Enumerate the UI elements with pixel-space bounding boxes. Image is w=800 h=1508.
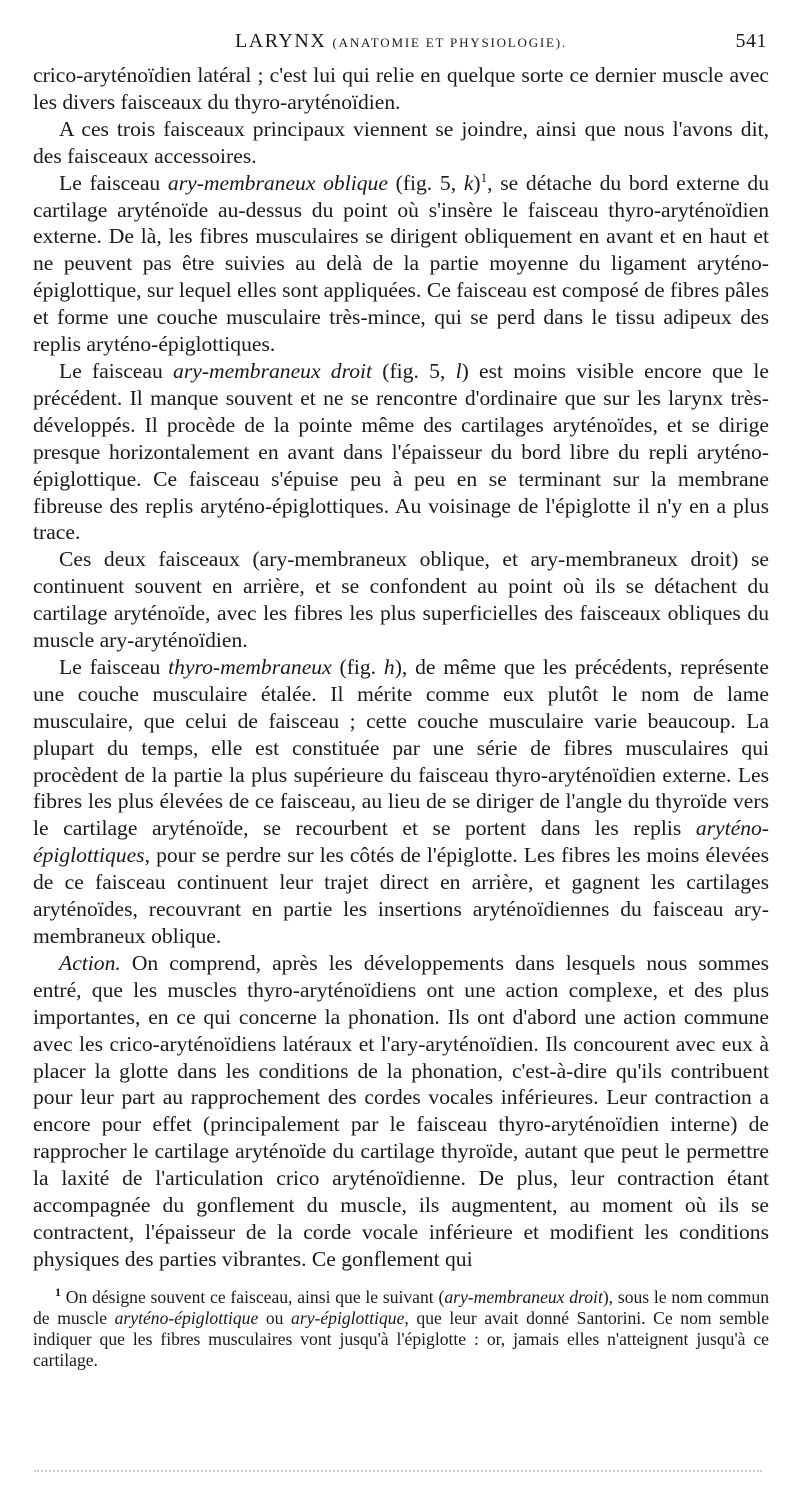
text-run: (fig. 5, (387, 170, 464, 195)
footnote-reference[interactable]: 1 (480, 169, 488, 185)
figure-letter: k (463, 170, 474, 195)
paragraph-text: crico-aryténoïdien latéral ; c'est lui qui relie en quelque sorte ce dernier muscle avec les divers faisceaux du thyro-aryténoïdien. (33, 63, 769, 114)
running-title (33, 30, 769, 53)
paragraph-action (33, 950, 769, 1273)
running-head (33, 26, 769, 62)
section-label: Action. (59, 950, 121, 975)
body-text (33, 62, 769, 1273)
text-run: , que leur avait donné Santorini. Ce nom semble indiquer que les fibres musculaires vont jusqu'à l'épiglotte : or, jamais elles n'atteignent jusqu'à ce cartilage. (33, 1307, 769, 1370)
italic-term: ary-membraneux droit (173, 358, 372, 383)
italic-term: ary-épiglottique (291, 1307, 405, 1328)
text-run: On désigne souvent ce faisceau, ainsi que le suivant ( (61, 1286, 445, 1307)
footnote-marker: 1 (55, 1284, 61, 1299)
footnote (33, 1284, 769, 1371)
bleed-through-line (34, 1470, 762, 1472)
text-run: Le faisceau (59, 170, 168, 195)
page-number: 541 (735, 30, 767, 52)
paragraph-text: On comprend, après les développements dans lesquels nous sommes entré, que les muscles thyro-aryténoïdiens ont une action complexe, et des plus importantes, en ce qui concerne la phonation. Ils ont d'abord une action commune avec les crico-aryténoïdiens latéraux et l'ary-aryténoïdien. Ils concourent avec eux à placer la glotte dans les conditions de la phonation, c'est-à-dire qu'ils contribuent pour leur part au rapprochement des cordes vocales inférieures. Leur contraction a encore pour effet (principalement par le faisceau thyro-aryténoïdien interne) de rapprocher le cartilage aryténoïde du cartilage thyroïde, autant que peut le permettre la laxité de l'articulation crico aryténoïdienne. De plus, leur contraction étant accompagnée du gonflement du muscle, ils augmentent, au moment où ils se contractent, l'épaisseur de la corde vocale inférieure et modifient les conditions physiques des parties vibrantes. Ce gonflement qui (33, 950, 769, 1271)
text-run: Le faisceau (59, 358, 174, 383)
text-run: (fig. 5, (372, 358, 456, 383)
paragraph-thyro-membraneux (33, 654, 769, 950)
paragraph-ary-membraneux-oblique (33, 170, 769, 358)
text-run: ) (473, 170, 481, 195)
text-run: ), de même que les précédents, représente une couche musculaire étalée. Il mérite comme eux plutôt le nom de lame musculaire, que celui de faisceau ; cette couche musculaire varie beaucoup. La plupart du temps, elle est constituée par une série de fibres musculaires qui procèdent de la partie la plus supérieure du faisceau thyro-aryténoïdien externe. Les fibres les plus élevées de ce faisceau, au lieu de se diriger de l'angle du thyroïde vers le cartilage aryténoïde, se recourbent et se portent dans les replis (33, 654, 769, 841)
text-run: (fig. (331, 654, 384, 679)
book-page (33, 26, 769, 1371)
paragraph-continued (33, 62, 769, 116)
paragraph-text: Ces deux faisceaux (ary-membraneux oblique, et ary-membraneux droit) se continuent souvent en arrière, et se confondent au point où ils se détachent du cartilage aryténoïde, avec les fibres les plus superficielles des faisceaux obliques du muscle ary-aryténoïdien. (33, 547, 769, 653)
text-run: ) est moins visible encore que le précédent. Il manque souvent et ne se rencontre d'ordinaire que sur les larynx très-développés. Il procède de la pointe même des cartilages aryténoïdes, et se dirige presque horizontalement en avant dans l'épaisseur du bord libre du repli aryténo-épiglottique. Ce faisceau s'épuise peu à peu en se terminant sur la membrane fibreuse des replis aryténo-épiglottiques. Au voisinage de l'épiglotte il n'y en a plus trace. (33, 358, 769, 545)
text-run: , pour se perdre sur les côtés de l'épiglotte. Les fibres les moins élevées de ce faisceau continuent leur trajet direct en arrière, et gagnent les cartilages aryténoïdes, recouvrant en partie les insertions aryténoïdiennes du faisceau ary-membraneux oblique. (33, 843, 769, 948)
paragraph-accessory-bundles (33, 116, 769, 170)
paragraph-ary-membraneux-droit (33, 358, 769, 546)
paragraph-text: A ces trois faisceaux principaux viennent se joindre, ainsi que nous l'avons dit, des faisceaux accessoires. (33, 116, 769, 168)
text-run: ), sous le nom commun de muscle (33, 1286, 769, 1328)
paragraph-two-bundles (33, 546, 769, 654)
text-run: , se détache du bord externe du cartilage aryténoïde au-dessus du point où s'insère le faisceau thyro-aryténoïdien externe. De là, les fibres musculaires se dirigent obliquement en avant et en haut et ne peuvent pas être suivies au delà de la partie moyenne du ligament aryténo-épiglottique, sur lequel elles sont appliquées. Ce faisceau est composé de fibres pâles et forme une couche musculaire très-mince, qui se perd dans le tissu adipeux des replis aryténo-épiglottiques. (33, 170, 769, 357)
text-run: Le faisceau (59, 654, 169, 679)
figure-letter: h (383, 654, 395, 679)
italic-term: aryténo-épiglottiques (33, 816, 769, 868)
text-run: ou (258, 1307, 292, 1328)
italic-term: ary-membraneux droit (444, 1286, 603, 1307)
italic-term: thyro-membraneux (168, 654, 332, 679)
running-title-sub: (ANATOMIE ET PHYSIOLOGIE). (332, 35, 567, 50)
figure-letter: l (455, 358, 462, 383)
italic-term: ary-membraneux oblique (167, 170, 388, 195)
running-title-main: LARYNX (235, 30, 327, 52)
italic-term: aryténo-épiglottique (114, 1307, 259, 1328)
